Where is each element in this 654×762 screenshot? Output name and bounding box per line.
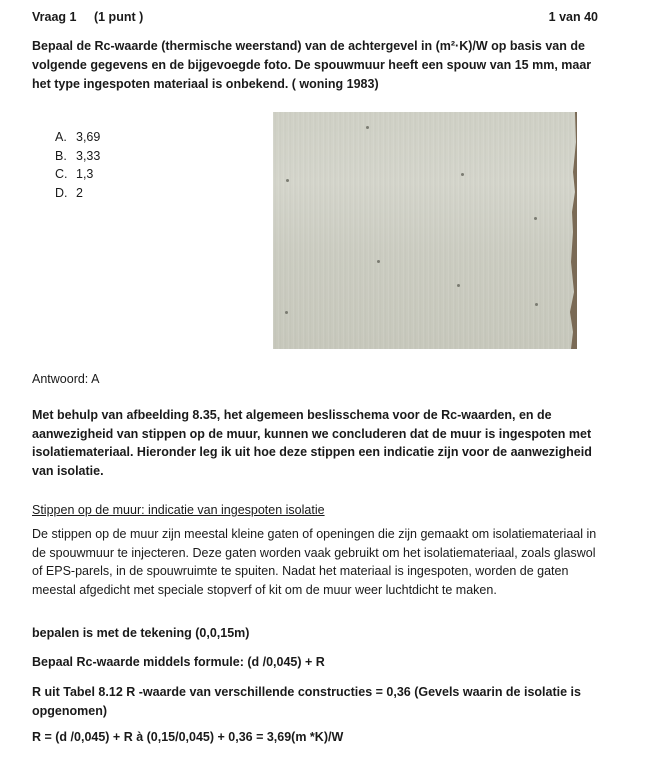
option-value: 2 (76, 185, 83, 200)
option-a[interactable] (55, 128, 100, 147)
section-heading: Stippen op de muur: indicatie van ingespoten isolatie (32, 503, 325, 517)
question-label: Vraag 1 (32, 10, 77, 24)
calculation-line: Bepaal Rc-waarde middels formule: (d /0,045) + R (32, 655, 325, 669)
injection-hole (377, 260, 380, 263)
injection-hole (285, 311, 288, 314)
option-d[interactable] (55, 184, 100, 203)
injection-hole (535, 303, 538, 306)
question-text: Bepaal de Rc-waarde (thermische weerstand) van de achtergevel in (m²·K)/W op basis van de volgende gegevens en de bijgevoegde foto. De spouwmuur heeft een spouw van 15 mm, maar het type ingespoten materiaal is onbekend. ( woning 1983) (32, 39, 592, 91)
option-letter: A. (55, 130, 67, 144)
option-value: 3,69 (76, 130, 101, 144)
explanation-text: Met behulp van afbeelding 8.35, het algemeen beslisschema voor de Rc-waarden, en de aanwezigheid van stippen op de muur, kunnen we concluderen dat de muur is ingespoten met isolatiemateriaal. Hieronder leg ik uit hoe deze stippen een indicatie zijn voor de aanwezigheid van isolatie. (32, 408, 592, 478)
section-body: De stippen op de muur zijn meestal kleine gaten of openingen die zijn gemaakt om isolatiemateriaal in de spouwmuur te injecteren. Deze gaten worden vaak gebruikt om het isolatiemateriaal, zoals glaswol of EPS-parels, in de spouwruimte te spuiten. Nadat het materiaal is ingespoten, worden de gaten meestal afgedicht met speciale stopverf of kit om de muur weer luchtdicht te maken. (32, 527, 597, 597)
option-value: 1,3 (76, 167, 94, 181)
option-b[interactable] (55, 147, 100, 166)
calculation-line: R = (d /0,045) + R à (0,15/0,045) + 0,36 = 3,69(m *K)/W (32, 730, 344, 744)
option-letter: D. (55, 185, 68, 200)
wall-edge (569, 112, 577, 349)
option-value: 3,33 (76, 148, 101, 163)
question-counter: 1 van 40 (548, 10, 598, 24)
option-letter: B. (55, 148, 67, 163)
option-c[interactable] (55, 165, 100, 184)
injection-hole (286, 179, 289, 182)
wall-photo (273, 112, 577, 349)
calculation-line: R uit Tabel 8.12 R -waarde van verschillende constructies = 0,36 (Gevels waarin de isolatie is opgenomen) (32, 685, 581, 718)
question-points: (1 punt ) (93, 10, 144, 24)
answer-options (55, 128, 100, 202)
answer-text: Antwoord: A (32, 372, 100, 386)
question-header (32, 10, 143, 24)
injection-hole (534, 217, 537, 220)
calculation-line: bepalen is met de tekening (0,0,15m) (32, 626, 250, 640)
option-letter: C. (55, 167, 68, 181)
injection-hole (366, 126, 369, 129)
injection-hole (461, 173, 464, 176)
injection-hole (457, 284, 460, 287)
